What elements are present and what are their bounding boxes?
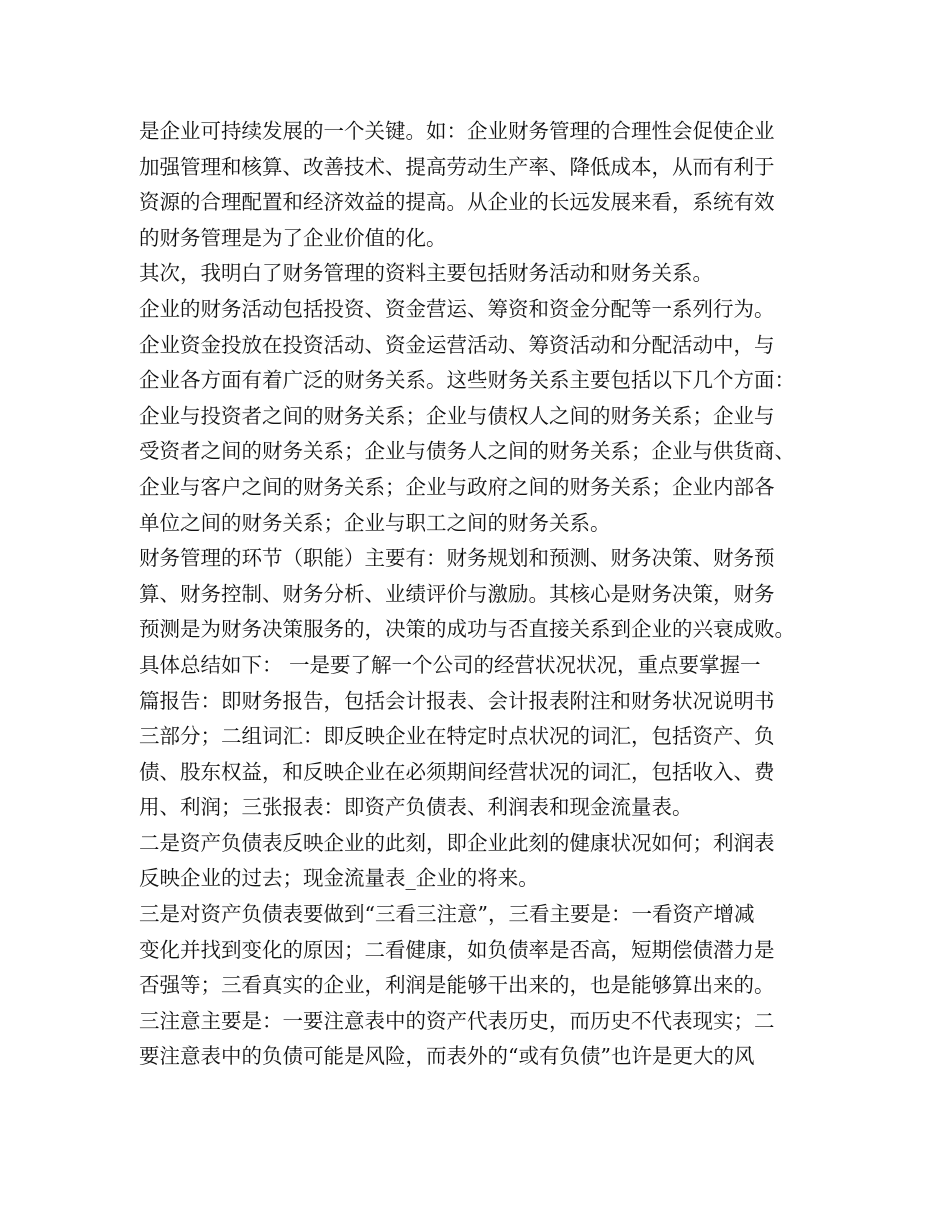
text-line: 资源的合理配置和经济效益的提高。从企业的长远发展来看，系统有效 bbox=[139, 190, 775, 215]
body-text bbox=[139, 114, 829, 1075]
text-line: 三部分；二组词汇：即反映企业在特定时点状况的词汇，包括资产、负 bbox=[139, 724, 775, 749]
text-line: 其次，我明白了财务管理的资料主要包括财务活动和财务关系。 bbox=[139, 261, 713, 286]
text-line: 二是资产负债表反映企业的此刻，即企业此刻的健康状况如何；利润表 bbox=[139, 830, 775, 855]
text-line: 三是对资产负债表要做到“三看三注意”，三看主要是：一看资产增减 bbox=[139, 902, 755, 927]
text-line: 是企业可持续发展的一个关键。如：企业财务管理的合理性会促使企业 bbox=[139, 119, 775, 143]
text-line: 债、股东权益，和反映企业在必须期间经营状况的词汇，包括收入、费 bbox=[139, 759, 775, 784]
text-line: 变化并找到变化的原因；二看健康，如负债率是否高，短期偿债潜力是 bbox=[139, 937, 775, 962]
text-line: 企业各方面有着广泛的财务关系。这些财务关系主要包括以下几个方面： bbox=[139, 368, 795, 393]
text-line: 加强管理和核算、改善技术、提高劳动生产率、降低成本，从而有利于 bbox=[139, 154, 775, 179]
text-line: 财务管理的环节（职能）主要有：财务规划和预测、财务决策、财务预 bbox=[139, 546, 775, 571]
text-line: 企业与投资者之间的财务关系；企业与债权人之间的财务关系；企业与 bbox=[139, 403, 775, 428]
text-line: 要注意表中的负债可能是风险，而表外的“或有负债”也许是更大的风 bbox=[139, 1044, 755, 1069]
text-line: 算、财务控制、财务分析、业绩评价与激励。其核心是财务决策，财务 bbox=[139, 581, 775, 606]
text-line: 用、利润；三张报表：即资产负债表、利润表和现金流量表。 bbox=[139, 795, 693, 820]
text-line: 单位之间的财务关系；企业与职工之间的财务关系。 bbox=[139, 510, 611, 535]
text-line: 否强等；三看真实的企业，利润是能够干出来的，也是能够算出来的。 bbox=[139, 973, 775, 998]
text-line: 的财务管理是为了企业价值的化。 bbox=[139, 225, 447, 250]
text-line: 企业的财务活动包括投资、资金营运、筹资和资金分配等一系列行为。 bbox=[139, 296, 775, 321]
text-line: 受资者之间的财务关系；企业与债务人之间的财务关系；企业与供货商、 bbox=[139, 439, 795, 464]
text-line: 反映企业的过去；现金流量表_企业的将来。 bbox=[139, 866, 539, 891]
text-line: 企业与客户之间的财务关系；企业与政府之间的财务关系；企业内部各 bbox=[139, 474, 775, 499]
text-line: 具体总结如下： 一是要了解一个公司的经营状况状况，重点要掌握一 bbox=[139, 652, 761, 677]
text-line: 三注意主要是：一要注意表中的资产代表历史，而历史不代表现实；二 bbox=[139, 1008, 775, 1033]
text-line: 企业资金投放在投资活动、资金运营活动、筹资活动和分配活动中，与 bbox=[139, 332, 775, 357]
text-line: 预测是为财务决策服务的，决策的成功与否直接关系到企业的兴衰成败。 bbox=[139, 617, 795, 642]
text-line: 篇报告：即财务报告，包括会计报表、会计报表附注和财务状况说明书 bbox=[139, 688, 775, 713]
